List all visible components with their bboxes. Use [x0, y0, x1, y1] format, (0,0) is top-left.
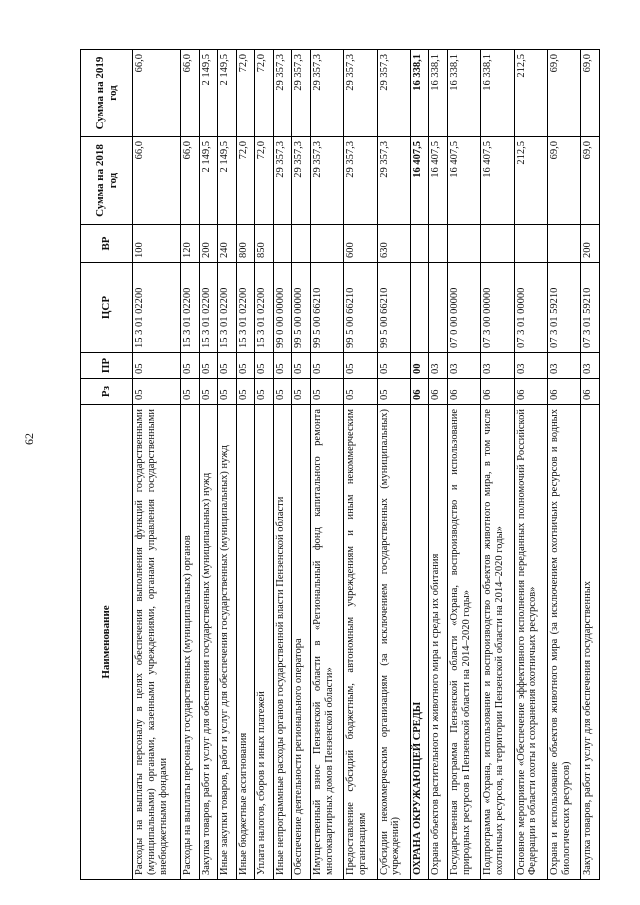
- row-sum-2018: 69,0: [548, 137, 581, 225]
- row-vr: 240: [218, 225, 237, 263]
- row-vr: [273, 225, 292, 263]
- budget-table-container: [80, 50, 600, 880]
- row-rz: 06: [448, 379, 481, 405]
- row-rz: 05: [236, 379, 255, 405]
- header-csr: ЦСР: [81, 263, 133, 353]
- table-row: [514, 50, 547, 880]
- row-sum-2018: 29 357,3: [310, 137, 343, 225]
- row-sum-2018: 2 149,5: [199, 137, 218, 225]
- row-name: Обеспечение деятельности регионального оператора: [292, 405, 311, 880]
- row-csr: 15 3 01 02200: [199, 263, 218, 353]
- row-sum-2018: 16 407,5: [448, 137, 481, 225]
- row-pr: 05: [218, 353, 237, 379]
- row-pr: 03: [481, 353, 514, 379]
- row-rz: 06: [514, 379, 547, 405]
- row-pr: 05: [199, 353, 218, 379]
- table-row: [199, 50, 218, 880]
- row-rz: 05: [310, 379, 343, 405]
- row-sum-2018: 2 149,5: [218, 137, 237, 225]
- row-csr: 15 3 01 02200: [218, 263, 237, 353]
- row-vr: 600: [344, 225, 377, 263]
- row-csr: 07 3 01 59210: [581, 263, 600, 353]
- header-vr: ВР: [81, 225, 133, 263]
- row-csr: 07 0 00 00000: [448, 263, 481, 353]
- row-rz: 06: [581, 379, 600, 405]
- row-sum-2018: 29 357,3: [344, 137, 377, 225]
- row-sum-2019: 16 338,1: [410, 50, 429, 137]
- row-rz: 05: [292, 379, 311, 405]
- row-csr: 99 5 00 00000: [292, 263, 311, 353]
- row-name: Иные непрограммные расходы органов государственной власти Пензенской области: [273, 405, 292, 880]
- row-vr: 200: [199, 225, 218, 263]
- row-rz: 05: [199, 379, 218, 405]
- row-sum-2019: 29 357,3: [273, 50, 292, 137]
- table-row: [548, 50, 581, 880]
- row-name: Иные бюджетные ассигнования: [236, 405, 255, 880]
- row-rz: 05: [181, 379, 200, 405]
- row-name: ОХРАНА ОКРУЖАЮЩЕЙ СРЕДЫ: [410, 405, 429, 880]
- table-row: [581, 50, 600, 880]
- header-pr: ПР: [81, 353, 133, 379]
- row-name: Уплата налогов, сборов и иных платежей: [255, 405, 274, 880]
- row-pr: 03: [581, 353, 600, 379]
- row-sum-2019: 66,0: [181, 50, 200, 137]
- row-csr: 15 3 01 02200: [181, 263, 200, 353]
- row-vr: 800: [236, 225, 255, 263]
- row-vr: [514, 225, 547, 263]
- table-body: [133, 50, 600, 880]
- row-sum-2018: 29 357,3: [273, 137, 292, 225]
- table-row: [218, 50, 237, 880]
- table-row: [292, 50, 311, 880]
- row-csr: 99 5 00 66210: [377, 263, 410, 353]
- row-pr: 05: [273, 353, 292, 379]
- row-name: Иные закупки товаров, работ и услуг для обеспечения государственных (муниципальных) нужд: [218, 405, 237, 880]
- row-sum-2019: 16 338,1: [429, 50, 448, 137]
- row-pr: 05: [292, 353, 311, 379]
- row-vr: [548, 225, 581, 263]
- row-pr: 05: [310, 353, 343, 379]
- row-csr: 07 3 01 59210: [548, 263, 581, 353]
- row-sum-2018: 212,5: [514, 137, 547, 225]
- row-rz: 06: [548, 379, 581, 405]
- row-name: Имущественный взнос Пензенской области в «Региональный фонд капитального ремонта многоквартирных домов Пензенской области»: [310, 405, 343, 880]
- table-row: [429, 50, 448, 880]
- row-sum-2018: 16 407,5: [410, 137, 429, 225]
- row-sum-2019: 69,0: [548, 50, 581, 137]
- row-pr: 05: [377, 353, 410, 379]
- row-name: Закупка товаров, работ и услуг для обеспечения государственных: [581, 405, 600, 880]
- row-sum-2019: 29 357,3: [292, 50, 311, 137]
- table-row: [255, 50, 274, 880]
- row-rz: 06: [410, 379, 429, 405]
- row-sum-2019: 16 338,1: [481, 50, 514, 137]
- row-sum-2019: 72,0: [255, 50, 274, 137]
- row-name: Подпрограмма «Охрана, использование и воспроизводство объектов животного мира, в том числе охотничьих ресурсов, на территории Пензенской области на 2014–2020 годы»: [481, 405, 514, 880]
- row-vr: [310, 225, 343, 263]
- row-sum-2018: 69,0: [581, 137, 600, 225]
- table-row: [310, 50, 343, 880]
- row-rz: 05: [255, 379, 274, 405]
- row-name: Охрана и использование объектов животного мира (за исключением охотничьих ресурсов и водных биологических ресурсов): [548, 405, 581, 880]
- row-sum-2018: 66,0: [133, 137, 181, 225]
- row-name: Субсидии некоммерческим организациям (за исключением государственных (муниципальных) учреждений): [377, 405, 410, 880]
- row-name: Предоставление субсидий бюджетным, автономным учреждениям и иным некоммерческим организациям: [344, 405, 377, 880]
- page-number: 62: [22, 433, 36, 445]
- row-name: Закупка товаров, работ и услуг для обеспечения государственных (муниципальных) нужд: [199, 405, 218, 880]
- row-sum-2018: 66,0: [181, 137, 200, 225]
- table-row: [181, 50, 200, 880]
- row-sum-2019: 29 357,3: [344, 50, 377, 137]
- row-pr: 03: [548, 353, 581, 379]
- row-csr: 99 5 00 66210: [310, 263, 343, 353]
- row-name: Государственная программа Пензенской области «Охрана, воспроизводство и использование природных ресурсов в Пензенской области на 2014–2020 годы»: [448, 405, 481, 880]
- row-sum-2019: 66,0: [133, 50, 181, 137]
- row-pr: 03: [514, 353, 547, 379]
- header-sum-2018: Сумма на 2018 год: [81, 137, 133, 225]
- row-csr: 15 3 01 02200: [255, 263, 274, 353]
- row-csr: 15 3 01 02200: [236, 263, 255, 353]
- row-sum-2018: 72,0: [255, 137, 274, 225]
- row-rz: 06: [429, 379, 448, 405]
- row-csr: 99 5 00 66210: [344, 263, 377, 353]
- row-sum-2019: 212,5: [514, 50, 547, 137]
- row-csr: [429, 263, 448, 353]
- header-sum-2019: Сумма на 2019 год: [81, 50, 133, 137]
- budget-table: [80, 49, 600, 880]
- row-rz: 05: [218, 379, 237, 405]
- table-row: [410, 50, 429, 880]
- row-vr: 630: [377, 225, 410, 263]
- row-sum-2019: 2 149,5: [199, 50, 218, 137]
- row-sum-2018: 72,0: [236, 137, 255, 225]
- row-vr: [481, 225, 514, 263]
- row-pr: 05: [181, 353, 200, 379]
- row-sum-2019: 72,0: [236, 50, 255, 137]
- row-csr: 07 3 01 00000: [514, 263, 547, 353]
- row-rz: 05: [273, 379, 292, 405]
- row-vr: [429, 225, 448, 263]
- header-name: Наименование: [81, 405, 133, 880]
- row-name: Охрана объектов растительного и животного мира и среды их обитания: [429, 405, 448, 880]
- row-vr: 850: [255, 225, 274, 263]
- row-pr: 05: [236, 353, 255, 379]
- table-row: [273, 50, 292, 880]
- row-csr: 15 3 01 02200: [133, 263, 181, 353]
- row-name: Основное мероприятие «Обеспечение эффективного исполнения переданных полномочий Российской Федерации в области охоты и сохранения охотничьих ресурсов»: [514, 405, 547, 880]
- table-row: [133, 50, 181, 880]
- row-sum-2018: 16 407,5: [429, 137, 448, 225]
- row-name: Расходы на выплаты персоналу государственных (муниципальных) органов: [181, 405, 200, 880]
- row-pr: 05: [133, 353, 181, 379]
- row-sum-2019: 29 357,3: [310, 50, 343, 137]
- row-pr: 05: [255, 353, 274, 379]
- row-rz: 05: [133, 379, 181, 405]
- row-csr: 07 3 00 00000: [481, 263, 514, 353]
- row-csr: 99 0 00 00000: [273, 263, 292, 353]
- row-sum-2018: 29 357,3: [377, 137, 410, 225]
- table-row: [481, 50, 514, 880]
- row-pr: 03: [448, 353, 481, 379]
- row-sum-2018: 29 357,3: [292, 137, 311, 225]
- table-row: [236, 50, 255, 880]
- row-vr: 100: [133, 225, 181, 263]
- header-rz: Рз: [81, 379, 133, 405]
- table-row: [344, 50, 377, 880]
- row-vr: [410, 225, 429, 263]
- row-sum-2019: 29 357,3: [377, 50, 410, 137]
- row-rz: 05: [377, 379, 410, 405]
- row-vr: 200: [581, 225, 600, 263]
- row-pr: 00: [410, 353, 429, 379]
- row-csr: [410, 263, 429, 353]
- row-vr: 120: [181, 225, 200, 263]
- table-row: [448, 50, 481, 880]
- row-pr: 05: [344, 353, 377, 379]
- row-rz: 06: [481, 379, 514, 405]
- table-header-row: [81, 50, 133, 880]
- row-sum-2019: 16 338,1: [448, 50, 481, 137]
- row-pr: 03: [429, 353, 448, 379]
- row-rz: 05: [344, 379, 377, 405]
- row-name: Расходы на выплаты персоналу в целях обеспечения выполнения функций государственными (муниципальными) органами, казенными учреждениями, органами управления государственными внебюджетными фондами: [133, 405, 181, 880]
- table-row: [377, 50, 410, 880]
- row-sum-2018: 16 407,5: [481, 137, 514, 225]
- row-sum-2019: 2 149,5: [218, 50, 237, 137]
- row-vr: [448, 225, 481, 263]
- row-vr: [292, 225, 311, 263]
- row-sum-2019: 69,0: [581, 50, 600, 137]
